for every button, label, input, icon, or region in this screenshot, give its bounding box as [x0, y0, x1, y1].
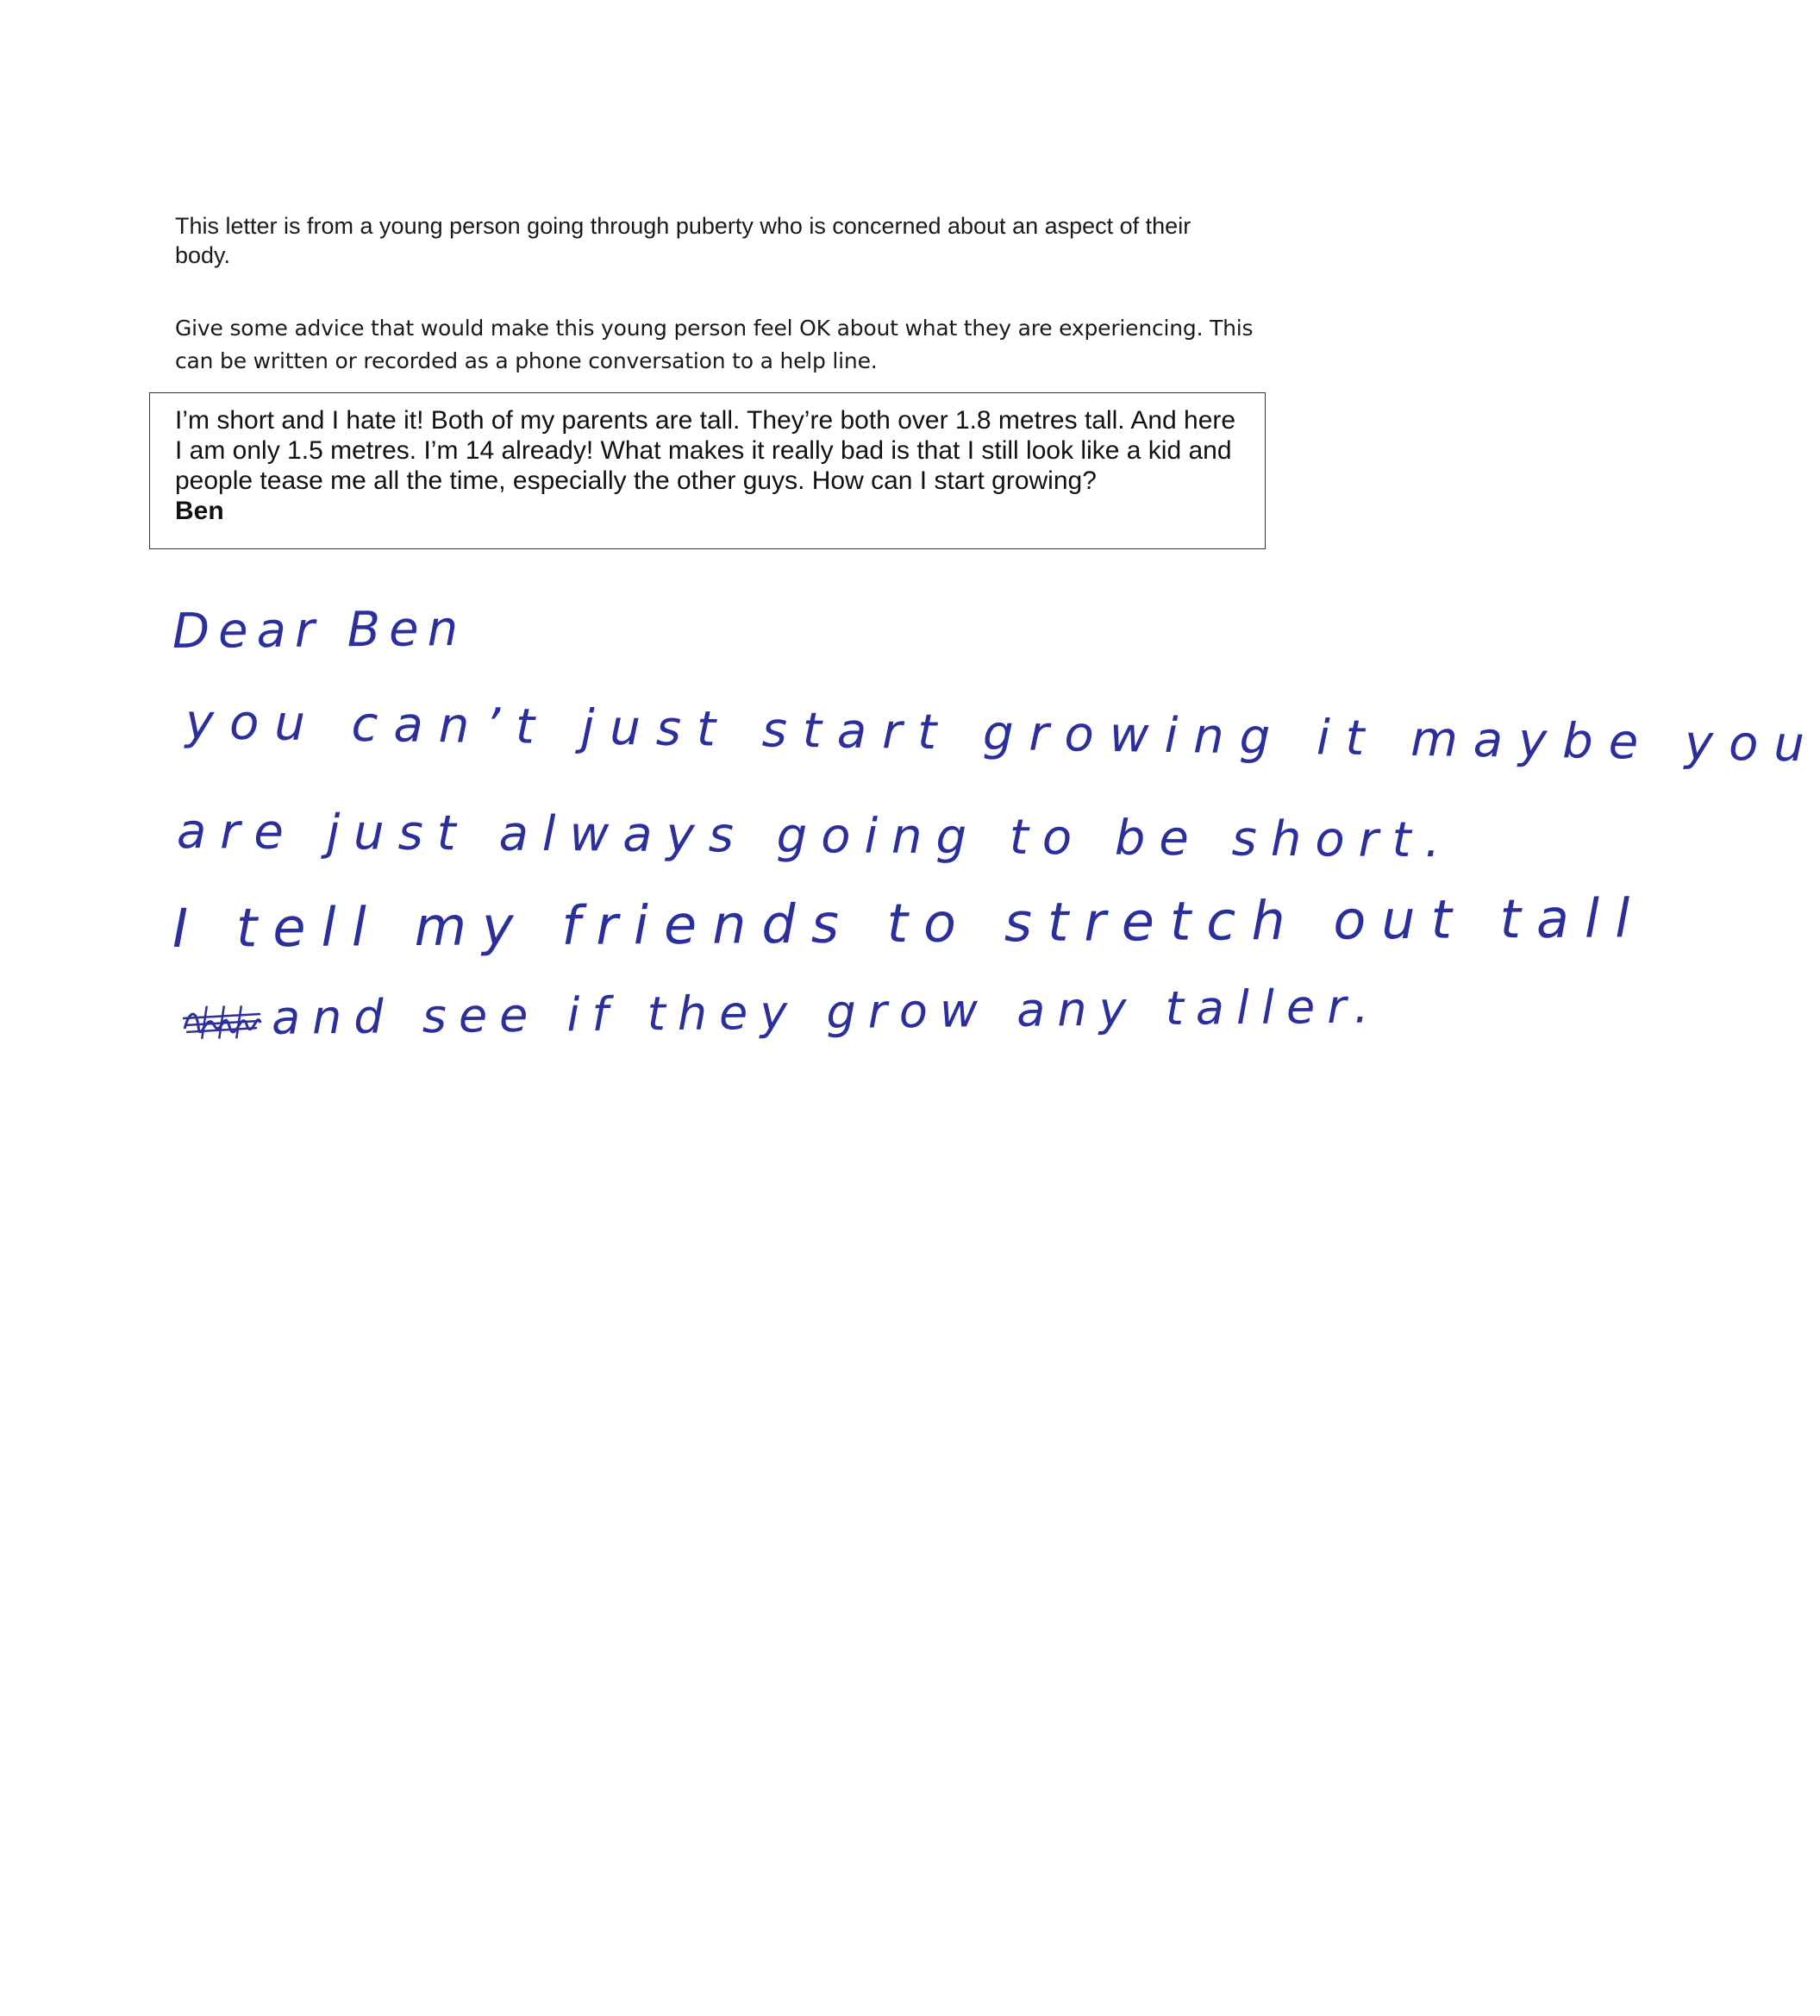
response-line-2: are just always going to be short.	[176, 804, 1454, 869]
response-line-4-wrapper	[181, 979, 1381, 1046]
letter-signature: Ben	[175, 497, 224, 525]
response-line-4: and see if they grow any taller.	[271, 979, 1381, 1045]
response-greeting: Dear Ben	[172, 601, 467, 660]
intro-text: This letter is from a young person going through puberty who is concerned about an aspect of their body.	[175, 213, 1191, 268]
letter-body: I’m short and I hate it! Both of my parents are tall. They’re both over 1.8 metres tall. And here I am only 1.5 metres. I’m 14 already! What makes it really bad is that I still look like a kid and people tease me all the time, especially the other guys. How can I start growing?	[175, 406, 1236, 495]
response-line-1: you can’t just start growing it maybe you	[185, 694, 1820, 773]
letter-box	[149, 392, 1266, 549]
response-line-3: I tell my friends to stretch out tall	[172, 886, 1646, 960]
instruction-text: Give some advice that would make this young person feel OK about what they are experiencing. This can be written or recorded as a phone conversation to a help line.	[175, 316, 1254, 373]
crossed-out-scribble	[181, 1002, 263, 1041]
